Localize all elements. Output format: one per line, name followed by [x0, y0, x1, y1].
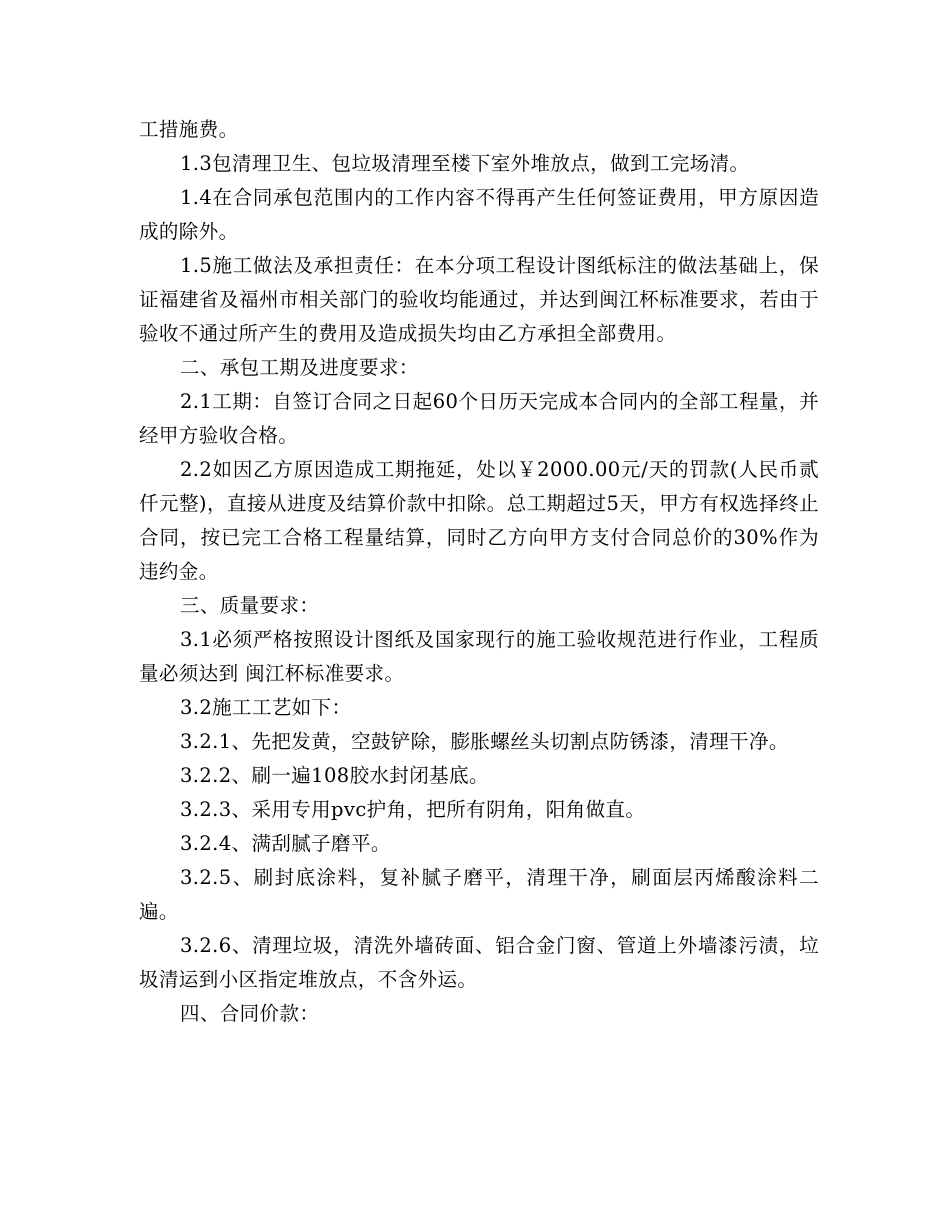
section-heading-3: 三、质量要求：	[179, 594, 320, 617]
section-heading-4: 四、合同价款：	[179, 1002, 320, 1025]
paragraph-2: 1.4在合同承包范围内的工作内容不得再产生任何签证费用，甲方原因造成的除外。	[139, 186, 819, 243]
paragraph-9: 3.2施工工艺如下：	[179, 696, 352, 719]
paragraph-5: 2.1工期：自签订合同之日起60个日历天完成本合同内的全部工程量，并经甲方验收合格。	[139, 390, 819, 447]
section-heading-2: 二、承包工期及进度要求：	[179, 356, 419, 379]
paragraph-0: 工措施费。	[139, 118, 239, 141]
paragraph-13: 3.2.4、满刮腻子磨平。	[179, 832, 391, 855]
paragraph-15: 3.2.6、清理垃圾，清洗外墙砖面、铝合金门窗、管道上外墙漆污渍，垃圾清运到小区指定堆放点，不含外运。	[139, 934, 819, 991]
document-page	[139, 113, 819, 1031]
paragraph-14: 3.2.5、刷封底涂料，复补腻子磨平，清理干净，刷面层丙烯酸涂料二遍。	[139, 866, 819, 923]
paragraph-12: 3.2.3、采用专用pvc护角，把所有阴角，阳角做直。	[179, 798, 646, 821]
paragraph-6: 2.2如因乙方原因造成工期拖延，处以￥2000.00元/天的罚款(人民币贰仟元整)，直接从进度及结算价款中扣除。总工期超过5天，甲方有权选择终止合同，按已完工合格工程量结算，同时乙方向甲方支付合同总价的30%作为违约金。	[139, 458, 819, 583]
paragraph-3: 1.5施工做法及承担责任：在本分项工程设计图纸标注的做法基础上，保证福建省及福州市相关部门的验收均能通过，并达到闽江杯标准要求，若由于验收不通过所产生的费用及造成损失均由乙方承担全部费用。	[139, 254, 819, 345]
paragraph-8: 3.1必须严格按照设计图纸及国家现行的施工验收规范进行作业，工程质量必须达到 闽江杯标准要求。	[139, 628, 819, 685]
paragraph-10: 3.2.1、先把发黄，空鼓铲除，膨胀螺丝头切割点防锈漆，清理干净。	[179, 730, 789, 753]
paragraph-1: 1.3包清理卫生、包垃圾清理至楼下室外堆放点，做到工完场清。	[179, 152, 750, 175]
paragraph-11: 3.2.2、刷一遍108胶水封闭基底。	[179, 764, 489, 787]
